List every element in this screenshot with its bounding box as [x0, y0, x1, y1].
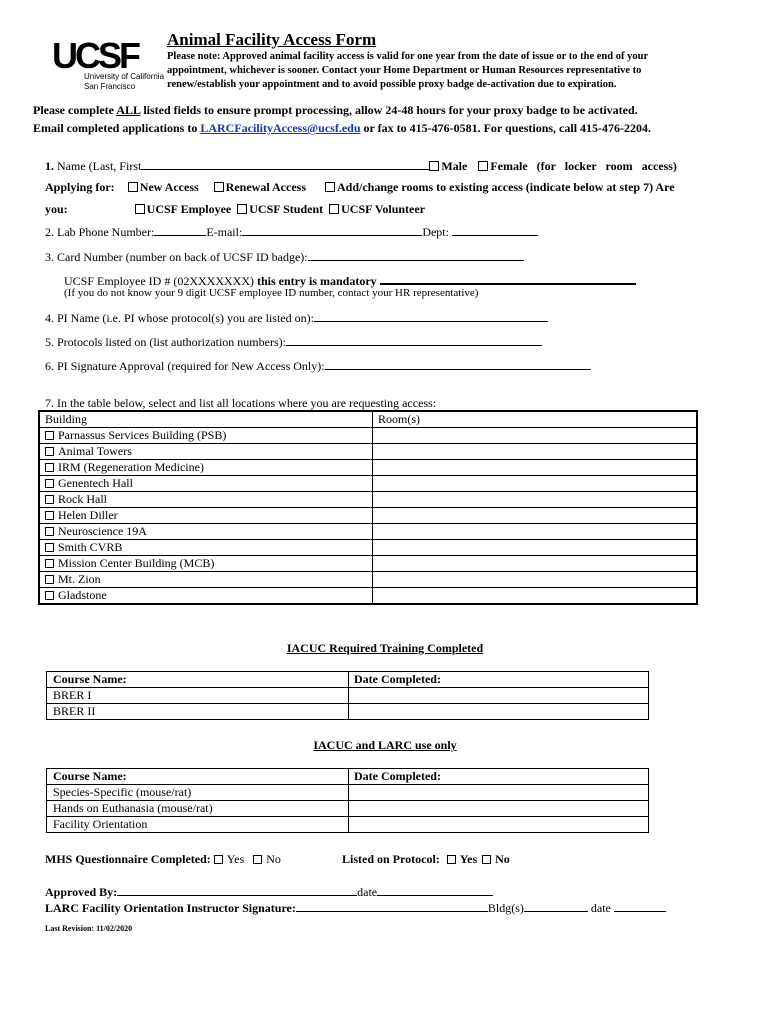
location-row [39, 588, 697, 605]
rooms-cell[interactable] [373, 428, 698, 444]
building-cell [39, 556, 373, 572]
step7-label: 7. In the table below, select and list all locations where you are requesting access: [45, 396, 437, 410]
card-label: 3. Card Number (number on back of UCSF ID badge): [45, 250, 308, 264]
employee-label: UCSF Employee [146, 202, 232, 216]
form-title: Animal Facility Access Form [167, 30, 377, 49]
listed-label: Listed on Protocol: [342, 852, 440, 866]
email-label: E-mail: [206, 225, 243, 239]
dept-label: Dept: [422, 225, 449, 239]
rooms-cell[interactable] [373, 524, 698, 540]
student-label: UCSF Student [249, 202, 324, 216]
location-row [39, 540, 697, 556]
listed-no-checkbox[interactable] [482, 855, 491, 864]
training-course-cell: BRER I [47, 688, 349, 704]
building-checkbox[interactable] [45, 543, 54, 552]
building-name: Smith CVRB [58, 540, 123, 554]
bldg-field[interactable] [524, 900, 588, 912]
office-row [47, 801, 649, 817]
office-course-cell: Facility Orientation [47, 817, 349, 833]
ucsf-logo [52, 35, 165, 92]
location-row [39, 556, 697, 572]
male-checkbox[interactable] [429, 161, 439, 171]
training-date-cell[interactable] [349, 688, 649, 704]
training-col-date: Date Completed: [349, 672, 649, 688]
emp-id-field[interactable] [380, 272, 636, 285]
instructions-line1 [33, 103, 638, 117]
female-checkbox[interactable] [478, 161, 488, 171]
rooms-cell[interactable] [373, 572, 698, 588]
building-name: Parnassus Services Building (PSB) [58, 428, 227, 442]
training-heading-wrap [0, 641, 770, 655]
listed-no-label: No [495, 852, 510, 866]
office-col-date: Date Completed: [349, 769, 649, 785]
approved-field[interactable] [117, 884, 357, 896]
pi-name-field[interactable] [314, 310, 548, 322]
logo-sub1: University of California [84, 72, 165, 81]
building-name: Helen Diller [58, 508, 118, 522]
mhs-label: MHS Questionnaire Completed: [45, 852, 211, 866]
instructor-date-label: date [590, 901, 611, 915]
building-cell [39, 524, 373, 540]
instructor-field[interactable] [296, 900, 488, 912]
card-row [45, 249, 524, 264]
building-checkbox[interactable] [45, 511, 54, 520]
listed-yes-label: Yes [459, 852, 478, 866]
building-checkbox[interactable] [45, 559, 54, 568]
mhs-yes-checkbox[interactable] [214, 855, 223, 864]
office-date-cell[interactable] [349, 817, 649, 833]
building-checkbox[interactable] [45, 527, 54, 536]
building-cell [39, 444, 373, 460]
building-cell [39, 588, 373, 605]
training-table [46, 671, 649, 720]
locations-table [38, 410, 698, 605]
building-cell [39, 460, 373, 476]
instructor-label: LARC Facility Orientation Instructor Signature: [45, 901, 296, 915]
locations-header-row [39, 411, 697, 428]
office-date-cell[interactable] [349, 785, 649, 801]
building-cell [39, 428, 373, 444]
male-label: Male [441, 159, 468, 173]
applying-row [45, 180, 675, 194]
mhs-no-label: No [266, 852, 281, 866]
col-building: Building [39, 411, 373, 428]
name-num: 1. [45, 159, 54, 173]
location-row [39, 428, 697, 444]
lab-phone-label: 2. Lab Phone Number: [45, 225, 155, 239]
building-cell [39, 476, 373, 492]
card-field[interactable] [308, 249, 524, 261]
office-heading-wrap [0, 738, 770, 752]
name-label: Name (Last, First [57, 159, 142, 173]
rooms-cell[interactable] [373, 492, 698, 508]
building-name: Animal Towers [58, 444, 132, 458]
rooms-cell[interactable] [373, 476, 698, 492]
location-row [39, 572, 697, 588]
protocols-row [45, 334, 542, 349]
emp-id-row [64, 272, 636, 288]
training-date-cell[interactable] [349, 704, 649, 720]
instructor-date-field[interactable] [614, 900, 666, 912]
instr-text-a: Please complete [33, 103, 117, 117]
new-access-label: New Access [139, 180, 199, 194]
female-label: Female (for locker room access) [490, 159, 677, 173]
office-heading: IACUC and LARC use only [313, 738, 457, 752]
rooms-cell[interactable] [373, 540, 698, 556]
location-row [39, 444, 697, 460]
add-change-label: Add/change rooms to existing access (indicate below at step 7) Are [337, 180, 675, 194]
phone-row [45, 224, 538, 239]
location-row [39, 508, 697, 524]
building-checkbox[interactable] [45, 447, 54, 456]
training-col-course: Course Name: [47, 672, 349, 688]
emp-id-mandatory: this entry is mandatory [256, 274, 377, 288]
col-rooms: Room(s) [373, 411, 698, 428]
mhs-row [45, 852, 281, 866]
lab-phone-field[interactable] [154, 224, 206, 236]
office-table [46, 768, 649, 833]
building-cell [39, 540, 373, 556]
status-row [45, 202, 425, 216]
name-field[interactable] [141, 158, 429, 170]
building-checkbox[interactable] [45, 479, 54, 488]
location-row [39, 476, 697, 492]
logo-sub2: San Francisco [84, 82, 136, 91]
name-row [45, 158, 677, 173]
office-row [47, 817, 649, 833]
building-name: IRM (Regeneration Medicine) [58, 460, 204, 474]
approved-date-label: date [357, 885, 378, 899]
training-heading: IACUC Required Training Completed [286, 641, 484, 655]
office-course-cell: Hands on Euthanasia (mouse/rat) [47, 801, 349, 817]
emp-id-label: UCSF Employee ID # (02XXXXXXX) [64, 274, 257, 288]
protocols-field[interactable] [286, 334, 542, 346]
email-field[interactable] [242, 224, 422, 236]
location-row [39, 460, 697, 476]
protocols-label: 5. Protocols listed on (list authorization numbers): [45, 335, 286, 349]
new-access-checkbox[interactable] [128, 182, 138, 192]
logo-wordmark: UCSF [52, 35, 138, 76]
instr-all: ALL [116, 103, 141, 117]
office-date-cell[interactable] [349, 801, 649, 817]
approved-row [45, 884, 493, 899]
volunteer-checkbox[interactable] [329, 204, 339, 214]
applying-label: Applying for: [45, 180, 115, 194]
approved-label: Approved By: [45, 885, 118, 899]
pi-signature-field[interactable] [325, 358, 591, 370]
volunteer-label: UCSF Volunteer [341, 202, 426, 216]
instr-text-b: listed fields to ensure prompt processing, allow 24-48 hours for your proxy badge to be activated. [140, 103, 638, 117]
training-header-row [47, 672, 649, 688]
approved-date-field[interactable] [377, 884, 493, 896]
student-checkbox[interactable] [237, 204, 247, 214]
emp-id-note: (If you do not know your 9 digit UCSF employee ID number, contact your HR representative) [64, 287, 479, 299]
building-name: Mission Center Building (MCB) [58, 556, 215, 570]
dept-field[interactable] [452, 224, 538, 236]
mhs-yes-label: Yes [226, 852, 245, 866]
instr-email-prefix: Email completed applications to [33, 121, 201, 135]
you-label: you: [45, 202, 68, 216]
rooms-cell[interactable] [373, 460, 698, 476]
bldg-label: Bldg(s) [487, 901, 524, 915]
training-course-cell: BRER II [47, 704, 349, 720]
pi-signature-row [45, 358, 591, 373]
building-cell [39, 508, 373, 524]
training-row [47, 704, 649, 720]
add-change-checkbox[interactable] [325, 182, 335, 192]
renewal-checkbox[interactable] [214, 182, 224, 192]
mhs-no-checkbox[interactable] [253, 855, 262, 864]
rooms-cell[interactable] [373, 588, 698, 605]
location-row [39, 492, 697, 508]
building-checkbox[interactable] [45, 591, 54, 600]
renewal-label: Renewal Access [225, 180, 306, 194]
building-checkbox[interactable] [45, 495, 54, 504]
validity-note: Please note: Approved animal facility access is valid for one year from the date of issue or to the end of your appointment, whichever is sooner. Contact your Home Department or Human Resources representative to renew/establish your appointment and to avoid possible proxy badge de-activation due to expiration. [167, 51, 648, 90]
building-checkbox[interactable] [45, 463, 54, 472]
rooms-cell[interactable] [373, 556, 698, 572]
building-cell [39, 492, 373, 508]
listed-row [342, 852, 510, 866]
instructor-row [45, 900, 666, 915]
rooms-cell[interactable] [373, 508, 698, 524]
employee-checkbox[interactable] [135, 204, 145, 214]
office-row [47, 785, 649, 801]
office-course-cell: Species-Specific (mouse/rat) [47, 785, 349, 801]
building-name: Gladstone [58, 588, 107, 602]
revision-date: Last Revision: 11/02/2020 [45, 924, 133, 933]
location-row [39, 524, 697, 540]
listed-yes-checkbox[interactable] [447, 855, 456, 864]
pi-name-label: 4. PI Name (i.e. PI whose protocol(s) you are listed on): [45, 311, 314, 325]
building-checkbox[interactable] [45, 431, 54, 440]
building-cell [39, 572, 373, 588]
instructions-line2 [33, 121, 651, 135]
pi-signature-label: 6. PI Signature Approval (required for New Access Only): [45, 359, 325, 373]
building-name: Genentech Hall [58, 476, 133, 490]
building-name: Neuroscience 19A [58, 524, 147, 538]
pi-name-row [45, 310, 548, 325]
office-col-course: Course Name: [47, 769, 349, 785]
office-header-row [47, 769, 649, 785]
building-name: Mt. Zion [58, 572, 101, 586]
training-row [47, 688, 649, 704]
rooms-cell[interactable] [373, 444, 698, 460]
building-checkbox[interactable] [45, 575, 54, 584]
email-link[interactable]: LARCFacilityAccess@ucsf.edu [200, 121, 361, 135]
instr-fax: or fax to 415-476-0581. For questions, call 415-476-2204. [360, 121, 652, 135]
building-name: Rock Hall [58, 492, 107, 506]
